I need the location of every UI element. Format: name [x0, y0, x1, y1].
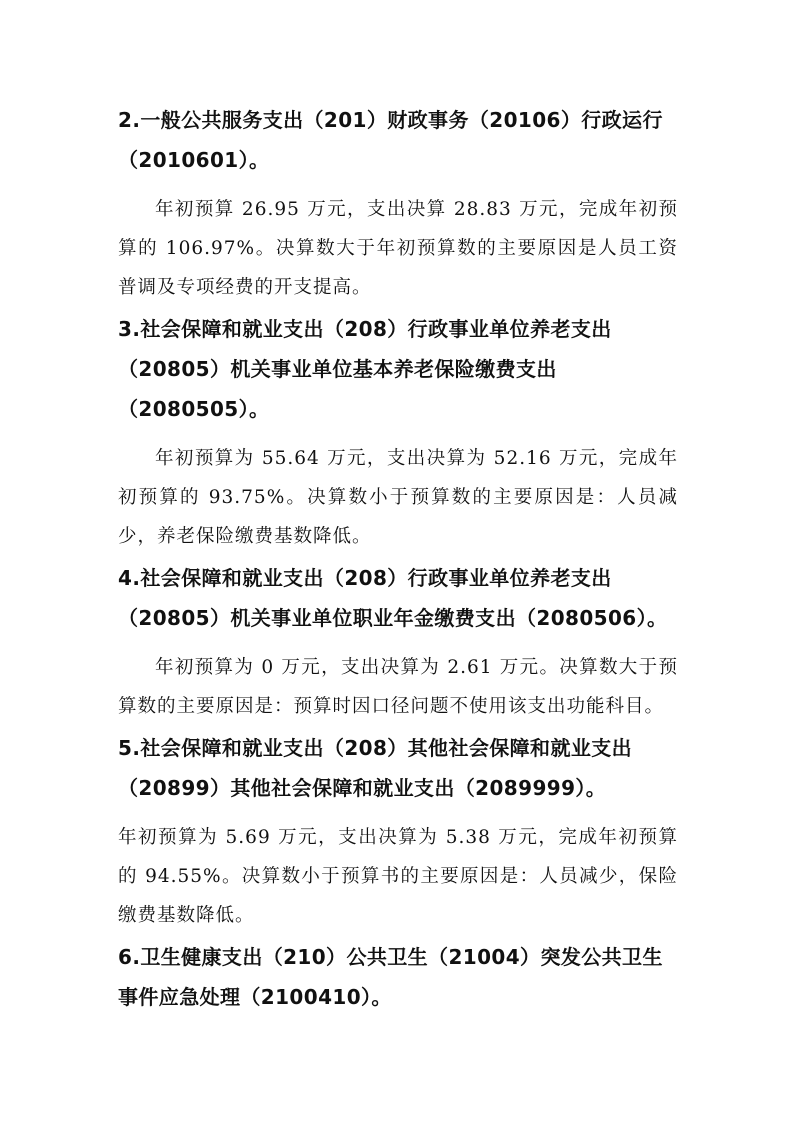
- section-paragraph-2: 年初预算 26.95 万元，支出决算 28.83 万元，完成年初预算的 106.97%。决算数大于年初预算数的主要原因是人员工资普调及专项经费的开支提高。: [118, 199, 678, 298]
- section-heading-3: 3.社会保障和就业支出（208）行政事业单位养老支出（20805）机关事业单位基本养老保险缴费支出（2080505）。: [118, 317, 612, 421]
- section-paragraph-5: 年初预算为 5.69 万元，支出决算为 5.38 万元，完成年初预算的 94.55%。决算数小于预算书的主要原因是：人员减少，保险缴费基数降低。: [118, 827, 678, 926]
- section-heading-4: 4.社会保障和就业支出（208）行政事业单位养老支出（20805）机关事业单位职业年金缴费支出（2080506）。: [118, 566, 668, 630]
- section-heading-6: 6.卫生健康支出（210）公共卫生（21004）突发公共卫生事件应急处理（2100410）。: [118, 945, 663, 1009]
- section-paragraph-3: 年初预算为 55.64 万元，支出决算为 52.16 万元，完成年初预算的 93.75%。决算数小于预算数的主要原因是：人员减少，养老保险缴费基数降低。: [118, 448, 678, 547]
- document-body: [118, 100, 678, 1017]
- section-paragraph-4: 年初预算为 0 万元，支出决算为 2.61 万元。决算数大于预算数的主要原因是：预算时因口径问题不使用该支出功能科目。: [118, 657, 678, 717]
- section-heading-5: 5.社会保障和就业支出（208）其他社会保障和就业支出（20899）其他社会保障和就业支出（2089999）。: [118, 736, 633, 800]
- section-heading-2: 2.一般公共服务支出（201）财政事务（20106）行政运行（2010601）。: [118, 108, 663, 172]
